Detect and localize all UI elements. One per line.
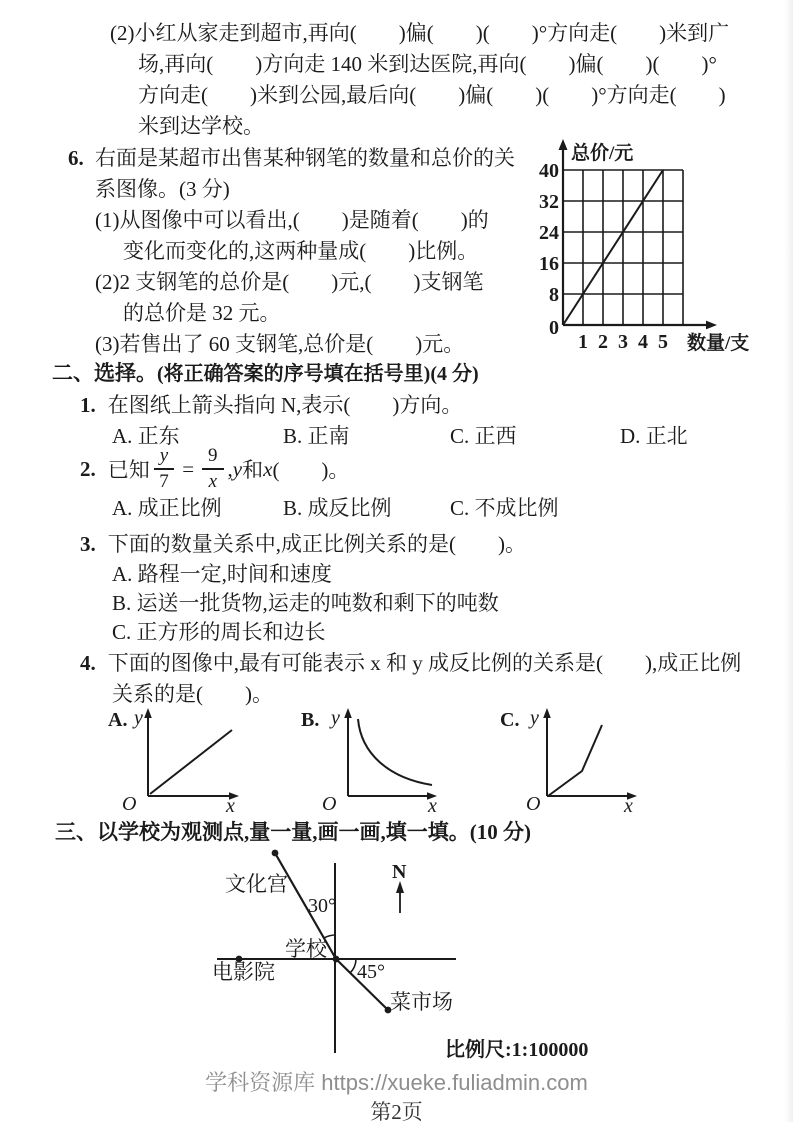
caishichang-label: 菜市场: [390, 990, 453, 1014]
chart-x-ticks: [578, 331, 668, 353]
page-number: 第2页: [370, 1100, 423, 1122]
svg-text:24: 24: [539, 222, 559, 244]
watermark-site-link: 学科资源库 https://xueke.fuliadmin.com: [205, 1070, 588, 1095]
fraction-numerator: 9: [202, 445, 224, 470]
graph-letter-label: A.: [108, 709, 128, 731]
map-scale-label: 比例尺:1:100000: [445, 1039, 589, 1061]
variable-x: x: [263, 456, 273, 481]
xuexiao-label: 学校: [285, 937, 327, 961]
fill-question-line: 米到达学校。: [138, 114, 264, 138]
y-axis-arrow-icon: [344, 708, 352, 718]
wenhuagong-dot: [272, 850, 279, 857]
question6-line: 的总价是 32 元。: [123, 301, 281, 325]
xuexiao-dot: [333, 956, 340, 963]
chart-y-axis-label: 总价/元: [571, 143, 634, 164]
graph-letter-label: B.: [301, 709, 320, 731]
y-axis-label: y: [530, 707, 539, 729]
svg-text:1: 1: [578, 331, 588, 353]
question-stem: 在图纸上箭头指向 N,表示( )方向。: [107, 393, 463, 417]
school-map-diagram: [158, 845, 638, 1067]
scan-edge-shadow: [784, 0, 793, 1122]
proportional-line: [150, 730, 232, 794]
equals-sign: =: [182, 456, 195, 481]
question-stem-line2: 关系的是( )。: [112, 682, 273, 706]
option-b: B. 成反比例: [283, 496, 392, 520]
angle-45-arc: [350, 959, 356, 973]
question6-line: (3)若售出了 60 支钢笔,总价是( )元。: [95, 332, 465, 356]
route-line: [275, 853, 388, 1010]
price-quantity-chart: [535, 138, 765, 360]
inverse-proportional-curve: [358, 719, 432, 785]
svg-text:4: 4: [638, 331, 648, 353]
origin-label: O: [122, 793, 137, 815]
option-b: B. 运送一批货物,运走的吨数和剩下的吨数: [112, 591, 499, 615]
question-stem-part: ( )。: [272, 458, 350, 482]
option-a: A. 成正比例: [112, 496, 222, 520]
mc-question-2: [80, 446, 349, 492]
mini-graph-b: [300, 705, 440, 818]
question-stem-part: ,: [227, 456, 233, 481]
svg-text:5: 5: [658, 331, 668, 353]
question-stem: 下面的数量关系中,成正比例关系的是( )。: [107, 532, 526, 556]
svg-text:40: 40: [539, 160, 559, 182]
fraction-y-over-7: [154, 445, 174, 493]
question6-line: 系图像。(3 分): [95, 177, 230, 201]
chart-y-ticks: [539, 160, 559, 339]
fraction-numerator: y: [154, 445, 174, 470]
svg-text:16: 16: [539, 253, 559, 275]
question-number: 3.: [80, 532, 96, 556]
mini-graph-a: [105, 705, 245, 818]
mc-question-4: [80, 652, 741, 675]
question6-line: (2)2 支钢笔的总价是( )元,( )支钢笔: [95, 270, 484, 294]
chart-x-axis-label: 数量/支: [687, 333, 750, 354]
fill-question-line: 方向走( )米到公园,最后向( )偏( )( )°方向走( ): [138, 83, 726, 107]
x-axis-label: x: [428, 795, 437, 817]
question6-number: 6.: [68, 146, 84, 170]
chart-data-line: [563, 170, 663, 325]
section3-heading: 三、以学校为观测点,量一量,画一画,填一填。(10 分): [55, 820, 531, 844]
north-label: N: [392, 861, 407, 883]
y-axis-arrow-icon: [543, 708, 551, 718]
section2-heading-main: 二、选择。: [52, 361, 157, 385]
angle-30-label: 30°: [308, 895, 336, 917]
mini-graph-c: [495, 705, 640, 818]
question-number: 2.: [80, 456, 96, 481]
x-axis-label: x: [226, 795, 235, 817]
wenhuagong-label: 文化宫: [225, 872, 288, 896]
question-number: 1.: [80, 393, 96, 417]
origin-label: O: [322, 793, 337, 815]
x-axis-arrow-icon: [706, 321, 717, 330]
origin-label: O: [526, 793, 541, 815]
svg-text:8: 8: [549, 284, 559, 306]
question-stem-part: 和: [242, 458, 264, 482]
option-c: C. 正方形的周长和边长: [112, 620, 326, 644]
option-b: B. 正南: [283, 424, 350, 448]
fraction-denominator: 7: [159, 471, 169, 492]
option-a: A. 路程一定,时间和速度: [112, 562, 332, 586]
question-stem: 下面的图像中,最有可能表示 x 和 y 成反比例的关系是( ),成正比例: [107, 651, 742, 675]
svg-text:2: 2: [598, 331, 608, 353]
fraction-9-over-x: [202, 445, 224, 493]
fraction-denominator: x: [208, 471, 217, 492]
bent-increasing-line: [548, 725, 602, 796]
graph-axes: [148, 715, 233, 796]
x-axis-label: x: [624, 795, 633, 817]
svg-text:32: 32: [539, 191, 559, 213]
dianyingyuan-label: 电影院: [212, 960, 275, 984]
graph-axes: [348, 715, 431, 796]
y-axis-label: y: [134, 707, 143, 729]
angle-45-label: 45°: [357, 961, 385, 983]
y-axis-arrow-icon: [144, 708, 152, 718]
option-c: C. 不成比例: [450, 496, 559, 520]
option-c: C. 正西: [450, 424, 517, 448]
svg-text:3: 3: [618, 331, 628, 353]
fill-question-line: (2)小红从家走到超市,再向( )偏( )( )°方向走( )米到广: [110, 21, 730, 45]
mc-question-1: [80, 394, 462, 417]
question-number: 4.: [80, 651, 96, 675]
question6-line: 变化而变化的,这两种量成( )比例。: [123, 239, 479, 263]
y-axis-label: y: [331, 707, 340, 729]
chart-grid: [563, 170, 683, 325]
section2-heading: [52, 362, 479, 385]
svg-text:0: 0: [549, 317, 559, 339]
question6-line: (1)从图像中可以看出,( )是随着( )的: [95, 208, 489, 232]
chart-axes: [563, 146, 711, 325]
fill-question-line: 场,再向( )方向走 140 米到达医院,再向( )偏( )( )°: [138, 52, 717, 76]
option-a: A. 正东: [112, 424, 180, 448]
y-axis-arrow-icon: [559, 139, 568, 150]
question-stem-part: 已知: [107, 458, 150, 482]
variable-y: y: [232, 456, 243, 481]
mc-question-3: [80, 533, 526, 556]
graph-letter-label: C.: [500, 709, 520, 731]
section2-heading-note: (将正确答案的序号填在括号里)(4 分): [157, 363, 479, 385]
question6-line: 右面是某超市出售某种钢笔的数量和总价的关: [95, 146, 515, 170]
option-d: D. 正北: [620, 424, 688, 448]
